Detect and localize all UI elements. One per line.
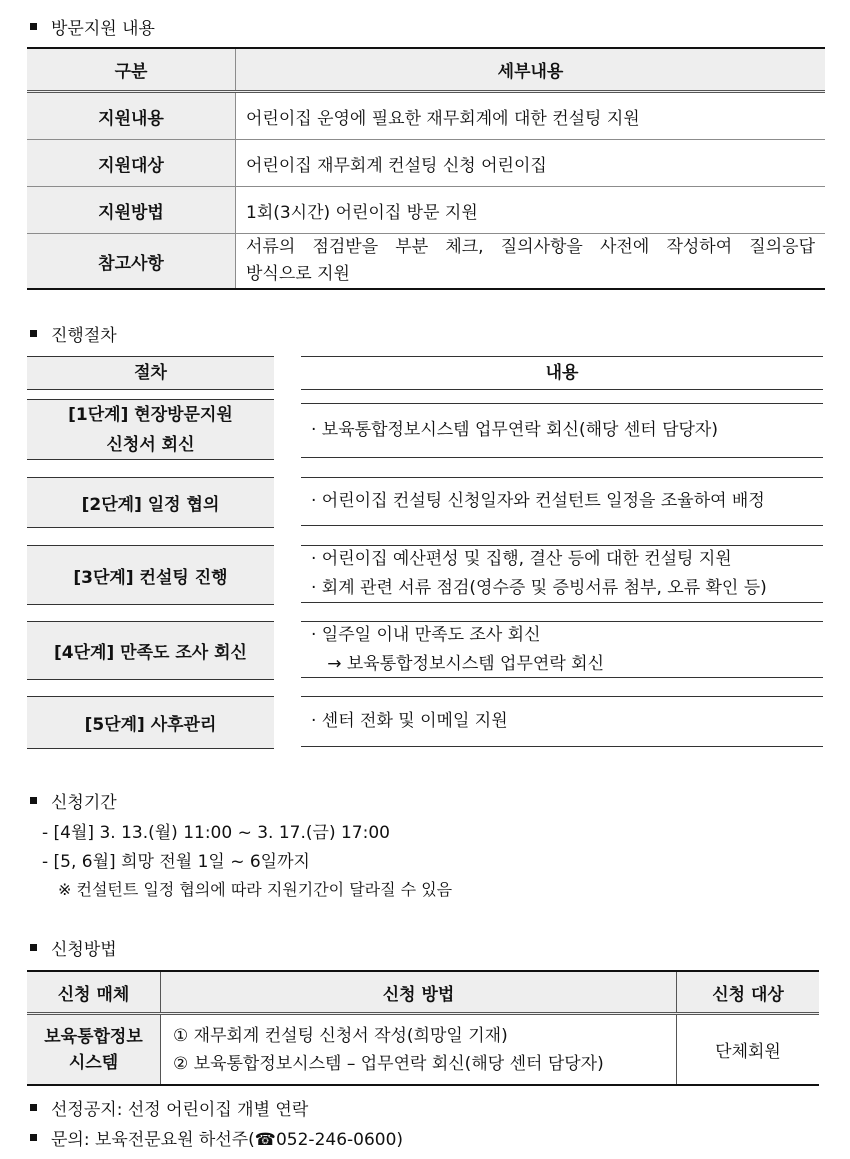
content-line: · 어린이집 예산편성 및 집행, 결산 등에 대한 컨설팅 지원: [311, 549, 732, 569]
heading-text: 신청방법: [51, 940, 117, 960]
procedure-header-content: 내용: [301, 356, 823, 390]
step-title: 신청서 회신: [106, 434, 195, 455]
row-value-line: 방식으로 지원: [246, 264, 350, 284]
procedure-header-step: 절차: [27, 356, 274, 390]
content-line: · 회계 관련 서류 점검(영수증 및 증빙서류 첨부, 오류 확인 등): [311, 578, 767, 598]
row-value: [236, 234, 826, 290]
square-bullet-icon: [30, 1134, 37, 1141]
table-row: [27, 187, 825, 234]
row-value-line: 서류의 점검받을 부분 체크, 질의사항을 사전에 작성하여 질의응답: [246, 237, 815, 257]
inquiry-notice: [30, 1125, 403, 1150]
content-line: · 센터 전화 및 이메일 지원: [311, 711, 508, 731]
selection-text: 선정공지: 선정 어린이집 개별 연락: [51, 1100, 309, 1120]
section-heading-visit-support: [30, 14, 155, 39]
visit-support-table: [27, 47, 825, 290]
period-note: ※ 컨설턴트 일정 협의에 따라 지원기간이 달라질 수 있음: [58, 880, 453, 899]
content-line: · 어린이집 컨설팅 신청일자와 컨설턴트 일정을 조율하여 배정: [311, 491, 765, 511]
period-line-may-june: - [5, 6월] 희망 전월 1일 ~ 6일까지: [42, 852, 310, 872]
heading-text: 신청기간: [51, 793, 117, 813]
procedure-content-1: [301, 403, 823, 458]
content-line: · 일주일 이내 만족도 조사 회신: [311, 624, 541, 645]
target-cell: 단체회원: [677, 1014, 820, 1086]
row-label: 참고사항: [27, 234, 236, 290]
procedure-content-3: [301, 545, 823, 603]
procedure-step-4: [27, 621, 274, 680]
step-title: [3단계] 컨설팅 진행: [73, 567, 228, 588]
procedure-step-2: [27, 477, 274, 528]
content-line: · 보육통합정보시스템 업무연락 회신(해당 센터 담당자): [311, 420, 718, 440]
table-row: [27, 234, 825, 290]
table-row: [27, 92, 825, 140]
header-method: 신청 방법: [161, 971, 677, 1014]
step-title: [2단계] 일정 협의: [81, 495, 220, 515]
row-value: 어린이집 운영에 필요한 재무회계에 대한 컨설팅 지원: [236, 92, 826, 140]
row-label: 지원대상: [27, 140, 236, 187]
media-line: 시스템: [68, 1052, 119, 1073]
procedure-step-3: [27, 545, 274, 605]
procedure-step-1: [27, 399, 274, 460]
method-line: ① 재무회계 컨설팅 신청서 작성(희망일 기재): [173, 1025, 508, 1046]
table-row: [27, 1014, 819, 1086]
header-target: 신청 대상: [677, 971, 820, 1014]
header-category: 구분: [27, 48, 236, 92]
square-bullet-icon: [30, 23, 37, 30]
header-details: 세부내용: [236, 48, 826, 92]
procedure-content-4: [301, 621, 823, 678]
table-header-row: [27, 48, 825, 92]
square-bullet-icon: [30, 330, 37, 337]
method-line: ② 보육통합정보시스템 – 업무연락 회신(해당 센터 담당자): [173, 1053, 604, 1074]
media-cell: [27, 1014, 161, 1086]
table-row: [27, 140, 825, 187]
square-bullet-icon: [30, 797, 37, 804]
inquiry-text: 문의: 보육전문요원 하선주(☎052-246-0600): [51, 1130, 404, 1150]
header-media: 신청 매체: [27, 971, 161, 1014]
selection-notice: [30, 1095, 308, 1120]
procedure-content-5: [301, 696, 823, 747]
period-line-april: - [4월] 3. 13.(월) 11:00 ~ 3. 17.(금) 17:00: [42, 823, 390, 843]
row-value: 1회(3시간) 어린이집 방문 지원: [236, 187, 826, 234]
section-heading-method: [30, 935, 117, 960]
procedure-step-5: [27, 696, 274, 749]
method-cell: [161, 1014, 677, 1086]
heading-text: 방문지원 내용: [51, 19, 155, 39]
square-bullet-icon: [30, 944, 37, 951]
step-title: [4단계] 만족도 조사 회신: [54, 643, 247, 663]
content-line: → 보육통합정보시스템 업무연락 회신: [311, 653, 604, 674]
row-value: 어린이집 재무회계 컨설팅 신청 어린이집: [236, 140, 826, 187]
square-bullet-icon: [30, 1104, 37, 1111]
row-label: 지원방법: [27, 187, 236, 234]
step-title: [1단계] 현장방문지원: [68, 404, 233, 425]
heading-text: 진행절차: [51, 326, 117, 346]
section-heading-procedure: [30, 321, 117, 346]
application-method-table: [27, 970, 819, 1086]
table-header-row: [27, 971, 819, 1014]
section-heading-period: [30, 788, 117, 813]
step-title: [5단계] 사후관리: [84, 715, 217, 735]
procedure-content-2: [301, 477, 823, 526]
media-line: 보육통합정보: [44, 1026, 143, 1047]
row-label: 지원내용: [27, 92, 236, 140]
